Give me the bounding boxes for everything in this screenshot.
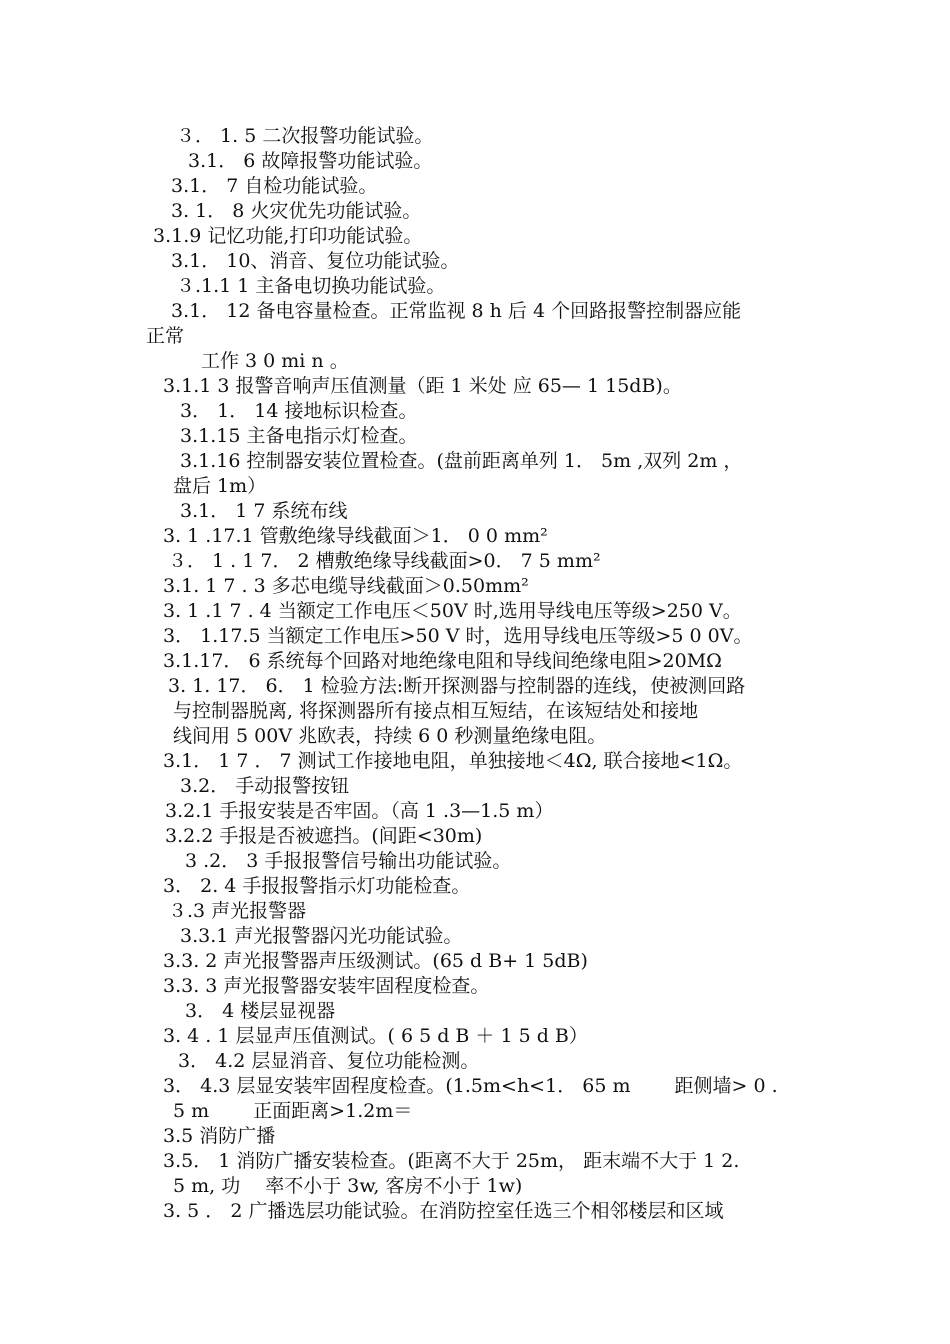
line-3-2: 3.2． 手动报警按钮 [180, 775, 350, 797]
line-3-1-13: 3.1.1 3 报警音响声压值测量（距 1 米处 应 65— 1 15dB)。 [163, 375, 682, 397]
line-3-4-1: 3. 4 . 1 层显声压值测试。( 6 5 d B ＋ 1 5 d B） [163, 1025, 588, 1047]
line-3-1-17-6-1-cont2: 线间用 5 00V 兆欧表，持续 6 0 秒测量绝缘电阻。 [173, 725, 607, 747]
line-3-1-9: 3.1.9 记忆功能,打印功能试验。 [153, 225, 423, 247]
line-3-3: ３.3 声光报警器 [168, 900, 307, 922]
line-3-4-2: 3． 4.2 层显消音、复位功能检测。 [178, 1050, 480, 1072]
line-3-3-3: 3.3. 3 声光报警器安装牢固程度检查。 [163, 975, 490, 997]
line-3-1-17-7: 3.1． 1 7 ． 7 测试工作接地电阻，单独接地＜4Ω, 联合接地<1Ω。 [163, 750, 743, 772]
line-3-1-8: 3. 1． 8 火灾优先功能试验。 [171, 200, 422, 222]
line-3-2-3: 3 .2． 3 手报报警信号输出功能试验。 [185, 850, 512, 872]
line-3-4: 3． 4 楼层显视器 [185, 1000, 336, 1022]
line-3-1-12-work: 工作 3 0 mi n 。 [201, 350, 349, 372]
line-3-1-12: 3.1． 12 备电容量检查。正常监视 8 h 后 4 个回路报警控制器应能 [171, 300, 742, 322]
line-3-1-7: 3.1． 7 自检功能试验。 [171, 175, 378, 197]
line-3-4-3-cont: 5 m 正面距离>1.2m＝ [173, 1100, 413, 1122]
line-3-1-17: 3.1． 1 7 系统布线 [180, 500, 348, 522]
line-3-1-10: 3.1． 10、消音、复位功能试验。 [171, 250, 460, 272]
line-3-1-17-2: ３． 1 . 1 7． 2 槽敷绝缘导线截面>0． 7 5 mm² [168, 550, 601, 572]
line-3-1-12-cont: 正常 [146, 325, 185, 347]
line-3-2-2: 3.2.2 手报是否被遮挡。(间距<30m) [165, 825, 483, 847]
line-3-4-3: 3． 4.3 层显安装牢固程度检查。(1.5m<h<1． 65 m 距侧墙> 0 . [163, 1075, 778, 1097]
line-3-1-5: ３． 1. 5 二次报警功能试验。 [176, 125, 434, 147]
line-3-1-6: 3.1． 6 故障报警功能试验。 [188, 150, 433, 172]
line-3-5-1-cont: 5 m, 功 率不小于 3w, 客房不小于 1w) [173, 1175, 523, 1197]
line-3-5-2: 3. 5 ． 2 广播选层功能试验。在消防控室任选三个相邻楼层和区域 [163, 1200, 724, 1222]
line-3-3-2: 3.3. 2 声光报警器声压级测试。(65 d B+ 1 5dB) [163, 950, 588, 972]
line-3-1-15: 3.1.15 主备电指示灯检查。 [180, 425, 418, 447]
line-3-1-16: 3.1.16 控制器安装位置检查。(盘前距离单列 1． 5m ,双列 2m ， [180, 450, 743, 472]
line-3-1-17-4: 3. 1 .1 7 . 4 当额定工作电压＜50V 时,选用导线电压等级>250 V。 [163, 600, 742, 622]
line-3-1-17-1: 3. 1 .17.1 管敷绝缘导线截面＞1． 0 0 mm² [163, 525, 548, 547]
line-3-5-1: 3.5． 1 消防广播安装检查。(距离不大于 25m， 距末端不大于 1 2. [163, 1150, 740, 1172]
line-3-1-16-cont: 盘后 1m） [173, 475, 267, 497]
line-3-2-1: 3.2.1 手报安装是否牢固。（高 1 .3—1.5 m） [165, 800, 554, 822]
line-3-1-17-6-1-cont1: 与控制器脱离, 将探测器所有接点相互短结，在该短结处和接地 [173, 700, 699, 722]
line-3-1-17-5: 3． 1.17.5 当额定工作电压>50 V 时，选用导线电压等级>5 0 0V。 [163, 625, 753, 647]
line-3-2-4: 3． 2. 4 手报报警指示灯功能检查。 [163, 875, 471, 897]
line-3-1-17-6: 3.1.17． 6 系统每个回路对地绝缘电阻和导线间绝缘电阻>20MΩ [163, 650, 722, 672]
line-3-1-17-6-1: 3. 1. 17． 6． 1 检验方法:断开探测器与控制器的连线，使被测回路 [168, 675, 746, 697]
line-3-3-1: 3.3.1 声光报警器闪光功能试验。 [180, 925, 463, 947]
line-3-1-14: 3． 1． 14 接地标识检查。 [180, 400, 418, 422]
line-3-1-11: ３.1.1 1 主备电切换功能试验。 [176, 275, 446, 297]
line-3-5: 3.5 消防广播 [163, 1125, 276, 1147]
line-3-1-17-3: 3.1. 1 7 . 3 多芯电缆导线截面＞0.50mm² [163, 575, 529, 597]
